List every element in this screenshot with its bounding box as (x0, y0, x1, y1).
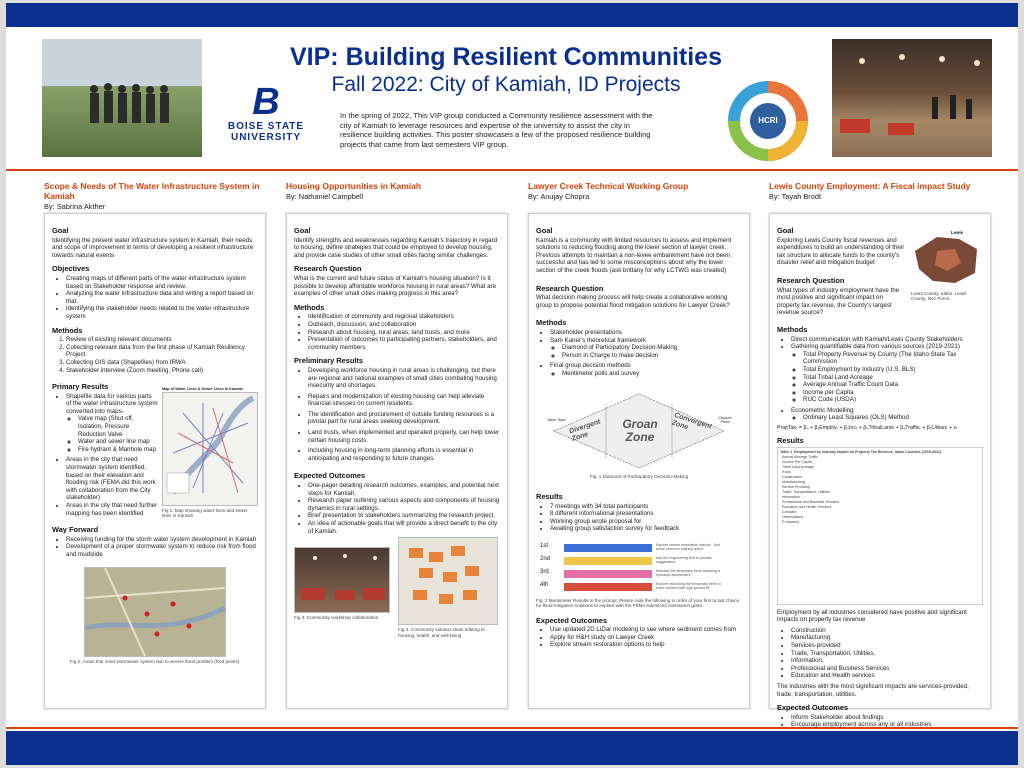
list-item: • Research paper outlining various aspects and components of housing dynamics in rural settings. (308, 497, 500, 512)
list-item: • Research about housing, rural areas, land trusts, and more (308, 329, 500, 337)
col4-heading (769, 181, 1005, 201)
diamond-diagram (544, 390, 734, 472)
map-label: Lewis (951, 230, 964, 235)
list-item: • Developing workforce housing in rural areas is challenging, but there are regional and national examples of small cities combating housing insecurity and shortages. (308, 367, 500, 390)
col3-author: By: Anujay Chopra (528, 192, 590, 201)
rank-row-4 (540, 582, 742, 592)
col4-expected-list (777, 714, 983, 729)
col3-expected-list (536, 626, 742, 649)
col1-methods-list (52, 336, 258, 374)
workshop-collab-svg (295, 548, 389, 610)
fig1-caption: Fig 1. Map showing water lines and sewer lines in Kamiah (162, 507, 248, 518)
rank-label: 1st (540, 542, 549, 549)
lewis-map (911, 229, 983, 289)
list-item: • Education and Health services (791, 672, 983, 680)
diamond-closure: Closure Point (718, 414, 732, 425)
col4-methods-heading: Methods (777, 324, 808, 334)
col1-results-heading: Primary Results (52, 382, 109, 392)
list-item: • Analyzing the water infrastructure data and writing a report based on that. (66, 290, 258, 305)
table-cell: Service Providing (782, 484, 810, 489)
col2-methods-heading: Methods (294, 302, 325, 312)
list-item: • Services-provided (791, 642, 983, 650)
lewis-map-caption: Lewis County, Idaho. Lewis County, Nez Perce. (911, 291, 967, 302)
method-text: Econometric Modelling (791, 406, 854, 414)
col4-expected-heading: Expected Outcomes (777, 703, 849, 713)
col2-goal-text: Identify strengths and weaknesses regarding Kamiah's trajectory in regard to housing, define strategies that could be employed to develop housing, and provide case studies of other small cities facing similar challenges. (294, 236, 498, 259)
list-item (791, 343, 983, 404)
list-item (550, 337, 742, 360)
method-text: Gathering quantifiable data from various sources (2019-2021) (791, 343, 960, 351)
col1-objectives-heading: Objectives (52, 264, 90, 274)
col4-conclusion: The industries with the most significant impacts are services-provided, trade, transportation, utilities. (777, 683, 969, 698)
rank-bar (564, 544, 652, 552)
list-item: • Construction (791, 627, 983, 635)
col1-results-row (52, 377, 258, 520)
list-item: • Direct communication with Kamiah/Lewis County Stakeholders (791, 336, 983, 344)
col3-rq-text: What decision making process will help create a collaborative working group to propose potential flood mitigation solutions for Lawyer Creek? (536, 294, 730, 309)
rank-bar (564, 557, 652, 565)
col4-title: Lewis County Employment: A Fiscal impact Study (769, 181, 971, 191)
lewis-map-figure (911, 229, 983, 320)
col4-methods-list (777, 336, 983, 423)
rank-bar (564, 583, 652, 591)
col3-rq-heading: Research Question (536, 283, 604, 293)
list-item: ◦ Ordinary Least Squares (OLS) Method (803, 414, 983, 422)
col3-title: Lawyer Creek Technical Working Group (528, 181, 689, 191)
list-item: 3. Collecting GIS data (Shapefiles) from IRWA (66, 359, 258, 367)
table-cell: Information (782, 494, 800, 499)
list-item: • Awaiting group satisfaction survey for feedback (550, 525, 742, 533)
list-item: • Repairs and modernization of existing housing can help alleviate financial stresses on current residents. (308, 393, 500, 408)
regression-table (777, 447, 983, 605)
col2-title: Housing Opportunities in Kamiah (286, 181, 422, 191)
stormwater-aerial-svg (85, 568, 225, 656)
list-item: ◦ Total Tribal Land Acreage (803, 374, 983, 382)
col4-after-table: Employment by all industries considered have positive and significant impacts on property tax revenue (777, 608, 967, 624)
table-cell: Income Per Capita (782, 459, 812, 464)
water-lines-map (162, 392, 258, 506)
col4-goal-text: Exploring Lewis County fiscal revenues and expenditures to build an understanding of their tax structure to allocate funds to the county's disaster relief and mitigation budget (777, 236, 905, 267)
list-item: • Areas in the city that need stormwater system identified, based on their elevation and flooding risk (FEMA did this work with collaboration from the City stakeholder) (66, 456, 158, 502)
list-item: • Stakeholder presentations (550, 329, 742, 337)
sub-list (791, 351, 983, 404)
rank-note: Explore stream restoration options - find some resource sharing option (656, 542, 720, 552)
water-lines-svg (163, 393, 257, 503)
col2-expected-heading: Expected Outcomes (294, 471, 366, 481)
list-item: • Receiving funding for the storm water system development in Kamiah (66, 536, 258, 544)
col2-prelim-list (294, 367, 500, 463)
col2-heading (286, 181, 522, 201)
solution-ideas-svg (399, 538, 497, 622)
top-band (6, 3, 1018, 27)
list-item: 1. Review of existing relevant documents (66, 336, 258, 344)
col2-goal-heading: Goal (294, 226, 311, 235)
list-item: • Areas in the city that need further mapping has been identified (66, 502, 158, 517)
col2-prelim-heading: Preliminary Results (294, 356, 364, 366)
panel-lawyer-creek (528, 213, 750, 709)
col3-methods-list (536, 329, 742, 378)
list-item: ◦ Fire hydrant & Manhole map (78, 446, 158, 454)
list-item: ◦ Total Employment by Industry (U.S. BLS) (803, 366, 983, 374)
method-text: Sam Kaner's theoretical framework (550, 336, 647, 344)
list-item: • An idea of actionable goals that will provide a direct benefit to the city of Kamiah. (308, 520, 500, 535)
rank-note: Explore rebuilding the temporary berm to more resilient with high ground fill (656, 581, 722, 591)
list-item: • Use updated 2D LiDar modeling to see where sediment comes from (550, 626, 742, 634)
col1-goal-heading: Goal (52, 226, 69, 235)
poster-title: VIP: Building Resilient Communities (290, 43, 722, 71)
table-cell: Tribal Land Acreage (782, 464, 815, 469)
panel-water-infrastructure (44, 213, 266, 709)
list-item: • Outreach, discussion, and collaboration (308, 321, 500, 329)
table-cell: Annual Average Traffic (782, 454, 819, 459)
regression-rows (780, 455, 841, 525)
list-item: ◦ Water and sewer line map (78, 438, 158, 446)
list-item: • Encourage employment across any or all industries (791, 721, 983, 729)
col1-goal-text: Identifying the present water infrastructure system in Kamiah, their needs and scope of improvement in terms of developing a resilient infrastructure towards natural events (52, 236, 254, 259)
col1-title: Scope & Needs of The Water Infrastructure System in Kamiah (44, 181, 260, 201)
group-photo-figures (42, 39, 202, 157)
ols-equation: PropTaxₜ = β₀ + β₁Employₜ + β₂Incₜ + β₃TribalLandₜ + β₄Trafficₜ + β₅Urbanₜ + εₜ (777, 425, 958, 432)
table-cell: Construction (782, 474, 803, 479)
col1-wayforward-heading: Way Forward (52, 525, 99, 535)
table-cell: Observations (782, 514, 804, 519)
sub-list (66, 415, 158, 453)
list-item: 4. Stakeholder interview (Zoom meeting, Phone call) (66, 367, 258, 375)
workshop-collab-photo (294, 547, 390, 613)
fig4 (398, 537, 498, 638)
stormwater-aerial-map (84, 567, 226, 657)
col3-goal-heading: Goal (536, 226, 553, 235)
rank-label: 2nd (540, 555, 551, 562)
col4-top-row (777, 221, 983, 320)
fig4-caption: Fig 4. Community solution ideas relating to housing, health, and well-being (398, 627, 485, 638)
col1-heading (44, 181, 280, 211)
method-text: Final group decision methods (550, 362, 631, 370)
bsu-name-line2: UNIVERSITY (230, 132, 301, 143)
list-item: ◦ Income per Capita (803, 389, 983, 397)
col4-rq-heading: Research Question (777, 275, 845, 285)
sub-list (791, 414, 983, 422)
bottom-band (6, 731, 1018, 765)
rank-note: Maintain the temporary berm following a hydraulic assessment (656, 568, 720, 578)
list-item: • Land trusts, when implemented and operated properly, can help lower certain housing costs. (308, 429, 500, 444)
col3-heading (528, 181, 764, 201)
list-item: • Creating maps of different parts of the water infrastructure system based on Stakeholder response and review. (66, 275, 258, 290)
list-item: • Explore stream restoration options to help (550, 641, 742, 649)
col2-methods-list (294, 313, 500, 351)
col2-expected-list (294, 482, 500, 535)
rank-row-2 (540, 556, 742, 566)
table-row (780, 500, 841, 505)
col3-methods-heading: Methods (536, 318, 567, 328)
col4-rq-text: What types of industry employment have the most positive and significant impact on property tax revenue, the County's largest revenue source? (777, 286, 900, 317)
list-item: • Inform Stakeholder about findings (791, 714, 983, 722)
list-item: ◦ Mentimeter polls and survey (562, 370, 742, 378)
table-title: Table 1. Employment by Industry Impact on Property Tax Revenue, Idaho Counties (2019-2021) (780, 449, 942, 454)
table-cell: Trade, Transportation, Utilities (782, 489, 830, 494)
list-item: • Brief presentation to stakeholders summarizing the research project. (308, 512, 500, 520)
col3-goal-text: Kamiah is a community with limited resources to assess and implement solutions to reducing flooding along the lower section of lawyer creek. Previous attempts to maintain a non-levee embankment have not been successful and has led to some misconceptions about why the lower section of the creek floods (ask brittany for why LCTWG was created) (536, 236, 732, 274)
sub-list (550, 370, 742, 378)
col4-author: By: Tayah Brodt (769, 192, 822, 201)
list-item: • Development of a proper stormwater system to reduce risk from flood and mudslide (66, 543, 258, 558)
col3-results-list (536, 503, 742, 533)
table-cell: R-squared (782, 519, 799, 524)
list-item: • The identification and procurement of outside funding resources is a pivotal part for rural areas seeking development. (308, 411, 500, 426)
panel-lewis-county (769, 213, 991, 729)
lewis-map-svg (911, 229, 983, 289)
rank-row-3 (540, 569, 742, 579)
col4-industry-list (777, 627, 983, 680)
rank-row-1 (540, 543, 742, 553)
map-title: Map of Water Lines & Sewer Lines in Kamiah (162, 387, 243, 392)
result-text: Shapefile data for various parts of the water infrastructure system converted into maps- (66, 392, 158, 415)
col1-results-text (52, 377, 158, 520)
col4-goal-block (777, 221, 907, 320)
col1-wayforward-list (52, 536, 258, 559)
workshop-photo (832, 39, 992, 157)
group-photo (42, 39, 202, 157)
list-item: • Identification of community and regional stakeholders (308, 313, 500, 321)
col2-rq-heading: Research Question (294, 264, 362, 274)
col1-methods-heading: Methods (52, 325, 83, 335)
intro-text: In the spring of 2022, This VIP group conducted a Community resilience assessment with the city of Kamiah to leverage resources and expertise of the university to assist the city in resilience building activities. This poster showcases a few of the proposed resilience building projects that came from last semesters VIP group. (340, 111, 653, 149)
diamond-new-topic: New Topic (547, 416, 567, 422)
table-cell: Rural (782, 469, 791, 474)
list-item: ◦ Valve map (Shut off, Isolation, Pressure Reduction Valve (78, 415, 158, 438)
list-item: • Manufacturing (791, 634, 983, 642)
col2-rq-text: What is the current and future status of Kamiah's housing situation? Is it possible to develop affordable workforce housing in rural areas? What are examples of other small cities making progress in this area? (294, 274, 497, 298)
solution-ideas-photo (398, 537, 498, 625)
list-item: • Apply for H&H study on Lawyer Creek (550, 634, 742, 642)
col3-results-heading: Results (536, 491, 563, 501)
col2-figures (294, 547, 500, 638)
list-item: • Including housing in long-term planning efforts is essential in anticipating and responding to future changes. (308, 447, 500, 462)
bsu-b-mark: B (252, 81, 280, 123)
col1-author: By: Sabrina Akther (44, 202, 106, 211)
rank-label: 4th (540, 581, 549, 588)
hcri-text: HCRI (758, 116, 778, 125)
mentimeter-caption: Fig. 2 Mentimeter Results to the prompt: Please rank the following in order of your first to last choice for flood mitigation solutions to explore with the FEMA Advanced Assistance grant. (536, 597, 740, 609)
mentimeter-chart (540, 543, 742, 592)
list-item: • One-pager detailing research outcomes, examples, and potential next steps for Kamiah. (308, 482, 500, 497)
list-item: • Identifying the stakeholder needs related to the water infrastructure system (66, 305, 258, 320)
diamond-divergent: Divergent Zone (568, 418, 602, 443)
list-item: ◦ Person in Charge to make decision (562, 352, 742, 360)
diamond-convergent: Convergent Zone (670, 411, 713, 431)
list-item (791, 407, 983, 422)
list-item: • Working group wrote proposal for (550, 518, 742, 526)
rank-bar (564, 570, 652, 578)
col1-objectives-list (52, 275, 258, 321)
list-item: 2. Collecting relevant data from the first phase of Kamiah Resiliency Project (66, 344, 258, 359)
list-item: ◦ Diamond of Participatory Decision-Making (562, 344, 742, 352)
diamond-caption: Fig. 1 Diamond of Participatory Decision-Making (589, 473, 689, 479)
list-item: ◦ RUC Code (USDA) (803, 396, 983, 404)
list-item: • 8 different informational presentations (550, 510, 742, 518)
list-item: • 7 meetings with 34 total participants (550, 503, 742, 511)
table-row (780, 520, 841, 525)
fig3 (294, 547, 390, 638)
fig2-caption: Fig 2. Areas that need stormwater system due to severe flood problem (Red points) (70, 658, 240, 664)
header-divider (6, 169, 1018, 171)
table-cell: Professional and Business Services (782, 499, 840, 504)
list-item: ◦ Total Property Revenue by County (The Idaho State Tax Commission (803, 351, 983, 366)
table-cell: Manufacturing (782, 479, 805, 484)
bsu-name-line1: BOISE STATE (227, 121, 305, 132)
table-cell: Education and Health Services (782, 504, 832, 509)
col1-results-list (52, 393, 158, 518)
panel-housing (286, 213, 508, 709)
list-item: • Professional and Business Services (791, 665, 983, 673)
col3-expected-heading: Expected Outcomes (536, 615, 608, 625)
col2-author: By: Nathaniel Campbell (286, 192, 364, 201)
col4-goal-heading: Goal (777, 226, 794, 235)
fig3-caption: Fig 3. Community workshop collaboration (294, 615, 379, 621)
poster-subtitle: Fall 2022: City of Kamiah, ID Projects (331, 73, 681, 96)
col4-results-heading: Results (777, 436, 804, 446)
list-item: • Presentation of outcomes to participating partners, stakeholders, and community members (308, 336, 500, 351)
diamond-groan: Groan Zone (622, 416, 658, 444)
table-cell: Constant (782, 509, 797, 514)
rank-note: Ask the engineering firm to provide suggestions (656, 555, 712, 565)
list-item: ◦ Average Annual Traffic Count Data (803, 381, 983, 389)
hcri-logo (724, 77, 812, 165)
poster (6, 3, 1018, 765)
col1-map-figure (162, 387, 258, 520)
rank-label: 3rd (540, 568, 549, 575)
list-item (66, 393, 158, 454)
list-item: • Trade, Transportation, Utilities, (791, 650, 983, 658)
workshop-photo-scene (832, 39, 992, 157)
list-item: • Information, (791, 657, 983, 665)
sub-list (550, 344, 742, 359)
list-item (550, 362, 742, 377)
